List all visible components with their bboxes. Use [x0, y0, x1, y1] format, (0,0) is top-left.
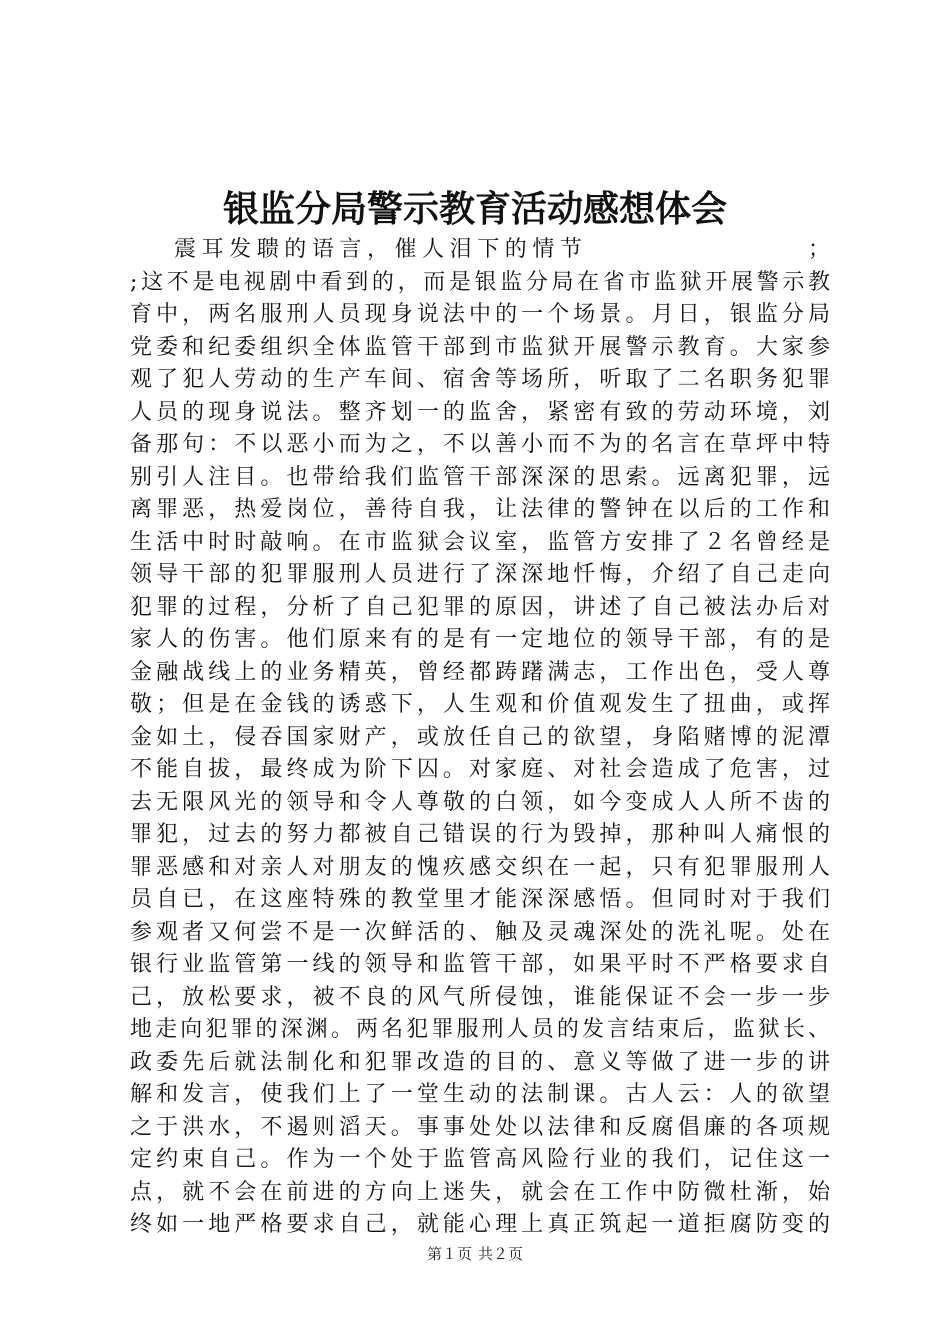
- body-line: 定约束自己。作为一个处于监管高风险行业的我们，记住这一: [130, 1147, 830, 1172]
- page-number-total: 共２页: [478, 1245, 524, 1263]
- body-line: 生活中时时敲响。在市监狱会议室，监管方安排了２名曾经是: [130, 529, 830, 555]
- body-line: 金融战线上的业务精英，曾经都踌躇满志，工作出色，受人尊: [130, 659, 830, 685]
- body-line: 终如一地严格要求自己，就能心理上真正筑起一道拒腐防变的: [130, 1212, 830, 1237]
- body-line: 点，就不会在前进的方向上迷失，就会在工作中防微杜渐，始: [130, 1179, 830, 1205]
- body-line: 地走向犯罪的深渊。两名犯罪服刑人员的发言结束后，监狱长、: [130, 1017, 830, 1042]
- document-body: [130, 234, 830, 1242]
- body-line: 员自已，在这座特殊的教堂里才能深深感悟。但同时对于我们: [130, 887, 830, 912]
- body-line: 观了犯人劳动的生产车间、宿舍等场所，听取了二名职务犯罪: [130, 367, 830, 392]
- body-line: 罪恶感和对亲人对朋友的愧疚感交织在一起，只有犯罪服刑人: [130, 854, 830, 880]
- body-line: 政委先后就法制化和犯罪改造的目的、意义等做了进一步的讲: [130, 1049, 830, 1075]
- document-title: 银监分局警示教育活动感想体会: [222, 188, 727, 230]
- body-line: 人员的现身说法。整齐划一的监舍，紧密有致的劳动环境，刘: [130, 399, 830, 425]
- body-line: 备那句：不以恶小而为之，不以善小而不为的名言在草坪中特: [130, 432, 830, 457]
- body-line: 金如土，侵吞国家财产，或放任自己的欲望，身陷赌博的泥潭: [130, 724, 830, 750]
- body-line: 震耳发聩的语言，催人泪下的情节 ；: [174, 237, 830, 262]
- body-line: 不能自拔，最终成为阶下囚。对家庭、对社会造成了危害，过: [130, 757, 830, 782]
- body-line: 之于洪水，不遏则滔天。事事处处以法律和反腐倡廉的各项规: [130, 1114, 830, 1140]
- body-line: 罪犯，过去的努力都被自己错误的行为毁掉，那种叫人痛恨的: [130, 822, 830, 847]
- page-footer: [0, 1244, 950, 1264]
- body-line: 党委和纪委组织全体监管干部到市监狱开展警示教育。大家参: [130, 334, 830, 360]
- body-line: 解和发言，使我们上了一堂生动的法制课。古人云：人的欲望: [130, 1082, 830, 1107]
- body-line: 别引人注目。也带给我们监管干部深深的思索。远离犯罪，远: [130, 464, 830, 490]
- body-line: 犯罪的过程，分析了自己犯罪的原因，讲述了自己被法办后对: [130, 594, 830, 620]
- body-line: 家人的伤害。他们原来有的是有一定地位的领导干部，有的是: [130, 627, 830, 652]
- body-line: 育中，两名服刑人员现身说法中的一个场景。月日，银监分局: [130, 302, 830, 327]
- body-line: 己，放松要求，被不良的风气所侵蚀，谁能保证不会一步一步: [130, 984, 830, 1010]
- body-line: 敬；但是在金钱的诱惑下，人生观和价值观发生了扭曲，或挥: [130, 692, 830, 717]
- body-line: ;这不是电视剧中看到的，而是银监分局在省市监狱开展警示教: [130, 269, 830, 295]
- body-line: 参观者又何尝不是一次鲜活的、触及灵魂深处的洗礼呢。处在: [130, 919, 830, 945]
- page-number-current: 第１页: [426, 1245, 472, 1263]
- body-line: 离罪恶，热爱岗位，善待自我，让法律的警钟在以后的工作和: [130, 497, 830, 522]
- body-line: 去无限风光的领导和令人尊敬的白领，如今变成人人所不齿的: [130, 789, 830, 815]
- body-line: 领导干部的犯罪服刑人员进行了深深地忏悔，介绍了自己走向: [130, 562, 830, 587]
- body-line: 银行业监管第一线的领导和监管干部，如果平时不严格要求自: [130, 952, 830, 977]
